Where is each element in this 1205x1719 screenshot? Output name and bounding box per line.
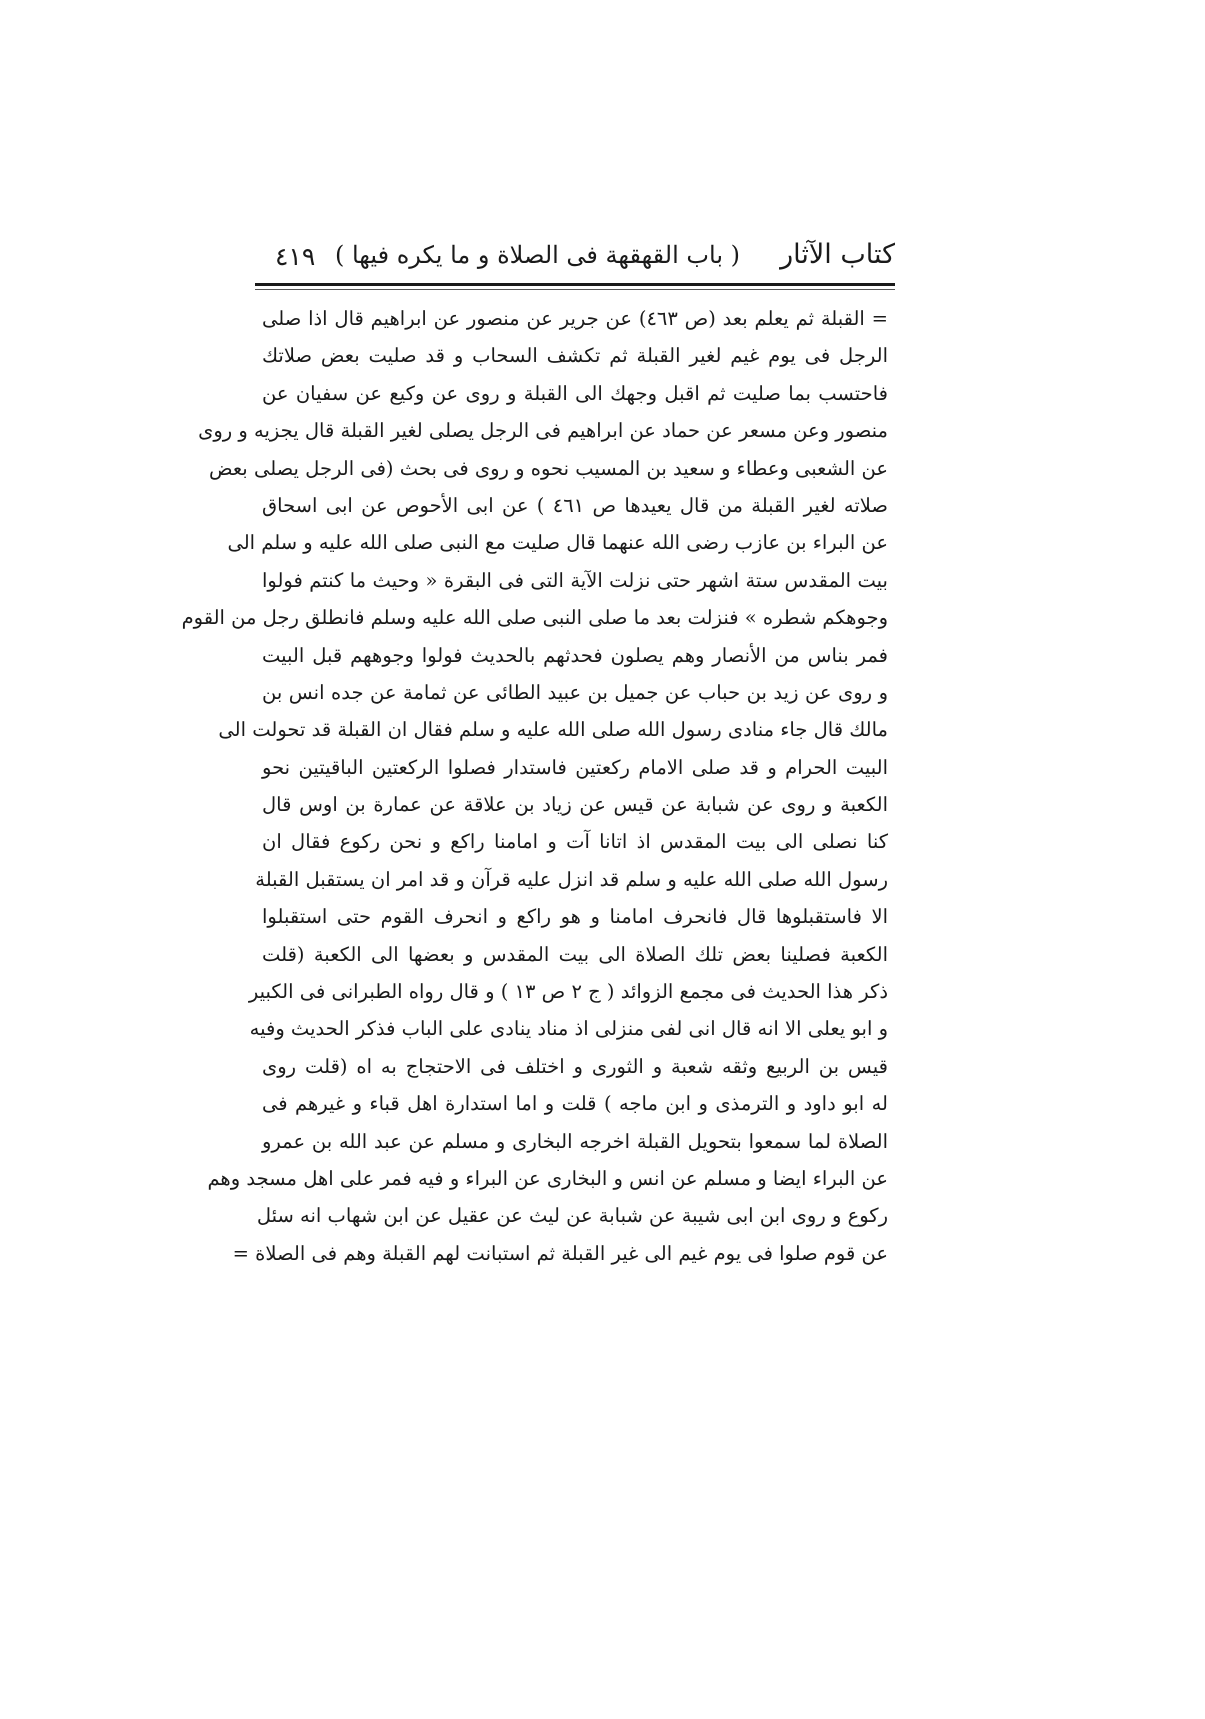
text-line: الصلاة لما سمعوا بتحويل القبلة اخرجه البخارى و مسلم عن عبد الله بن عمرو: [262, 1129, 888, 1153]
text-line: عن البراء بن عازب رضى الله عنهما قال صليت مع النبى صلى الله عليه و سلم الى: [227, 531, 888, 555]
text-line: قيس بن الربيع وثقه شعبة و الثورى و اختلف فى الاحتجاج به اه (قلت روى: [262, 1054, 888, 1078]
text-line: منصور وعن مسعر عن حماد عن ابراهيم فى الرجل يصلى لغير القبلة قال يجزيه و روى: [198, 419, 888, 443]
text-line: فاحتسب بما صليت ثم اقبل وجهك الى القبلة و روى عن وكيع عن سفيان عن: [262, 381, 888, 405]
text-line: عن قوم صلوا فى يوم غيم الى غير القبلة ثم استبانت لهم القبلة وهم فى الصلاة =: [232, 1241, 888, 1265]
text-line: صلاته لغير القبلة من قال يعيدها ص ٤٦١ ) عن ابى الأحوص عن ابى اسحاق: [262, 493, 888, 517]
text-line: و ابو يعلى الا انه قال انى لفى منزلى اذ مناد ينادى على الباب فذكر الحديث وفيه: [249, 1017, 888, 1041]
text-line: و روى عن زيد بن حباب عن جميل بن عبيد الطائى عن ثمامة عن جده انس بن: [262, 680, 888, 704]
text-line: ركوع و روى ابن ابى شيبة عن شبابة عن ليث عن عقيل عن ابن شهاب انه سئل: [256, 1204, 888, 1228]
running-header: [255, 235, 895, 283]
text-line: له ابو داود و الترمذى و ابن ماجه ) قلت و اما استدارة اهل قباء و غيرهم فى: [262, 1092, 888, 1116]
header-divider: [255, 283, 895, 286]
body-text: [181, 300, 888, 1272]
text-line: الكعبة فصلينا بعض تلك الصلاة الى بيت المقدس و بعضها الى الكعبة (قلت: [262, 942, 888, 966]
text-line: وجوهكم شطره » فنزلت بعد ما صلى النبى صلى الله عليه وسلم فانطلق رجل من القوم: [181, 606, 888, 630]
text-line: = القبلة ثم يعلم بعد (ص ٤٦٣) عن جرير عن منصور عن ابراهيم قال اذا صلى: [262, 307, 888, 330]
page-number: ٤١٩: [275, 242, 316, 271]
text-line: كنا نصلى الى بيت المقدس اذ اتانا آت و امامنا راكع و نحن ركوع فقال ان: [262, 830, 888, 854]
text-line: الكعبة و روى عن شبابة عن قيس عن زياد بن علاقة عن عمارة بن اوس قال: [262, 793, 888, 817]
text-line: رسول الله صلى الله عليه و سلم قد انزل عليه قرآن و قد امر ان يستقبل القبلة: [255, 867, 888, 891]
header-divider-thin: [255, 289, 895, 290]
text-line: مالك قال جاء منادى رسول الله صلى الله عليه و سلم فقال ان القبلة قد تحولت الى: [218, 718, 888, 742]
text-line: فمر بناس من الأنصار وهم يصلون فحدثهم بالحديث فولوا وجوههم قبل البيت: [262, 643, 888, 667]
text-line: ذكر هذا الحديث فى مجمع الزوائد ( ج ٢ ص ١٣ ) و قال رواه الطبرانى فى الكبير: [248, 980, 888, 1004]
book-title: كتاب الآثار: [780, 239, 895, 270]
text-line: عن البراء ايضا و مسلم عن انس و البخارى عن البراء و فيه فمر على اهل مسجد وهم: [207, 1166, 888, 1190]
text-line: الا فاستقبلوها قال فانحرف امامنا و هو راكع و انحرف القوم حتى استقبلوا: [262, 905, 888, 929]
chapter-title: ( باب القهقهة فى الصلاة و ما يكره فيها ): [335, 241, 740, 269]
text-line: البيت الحرام و قد صلى الامام ركعتين فاستدار فصلوا الركعتين الباقيتين نحو: [262, 755, 888, 779]
text-line: بيت المقدس ستة اشهر حتى نزلت الآية التى فى البقرة « وحيث ما كنتم فولوا: [262, 568, 888, 592]
text-line: عن الشعبى وعطاء و سعيد بن المسيب نحوه و روى فى بحث (فى الرجل يصلى بعض: [209, 456, 888, 480]
text-line: الرجل فى يوم غيم لغير القبلة ثم تكشف السحاب و قد صليت بعض صلاتك: [262, 344, 888, 368]
